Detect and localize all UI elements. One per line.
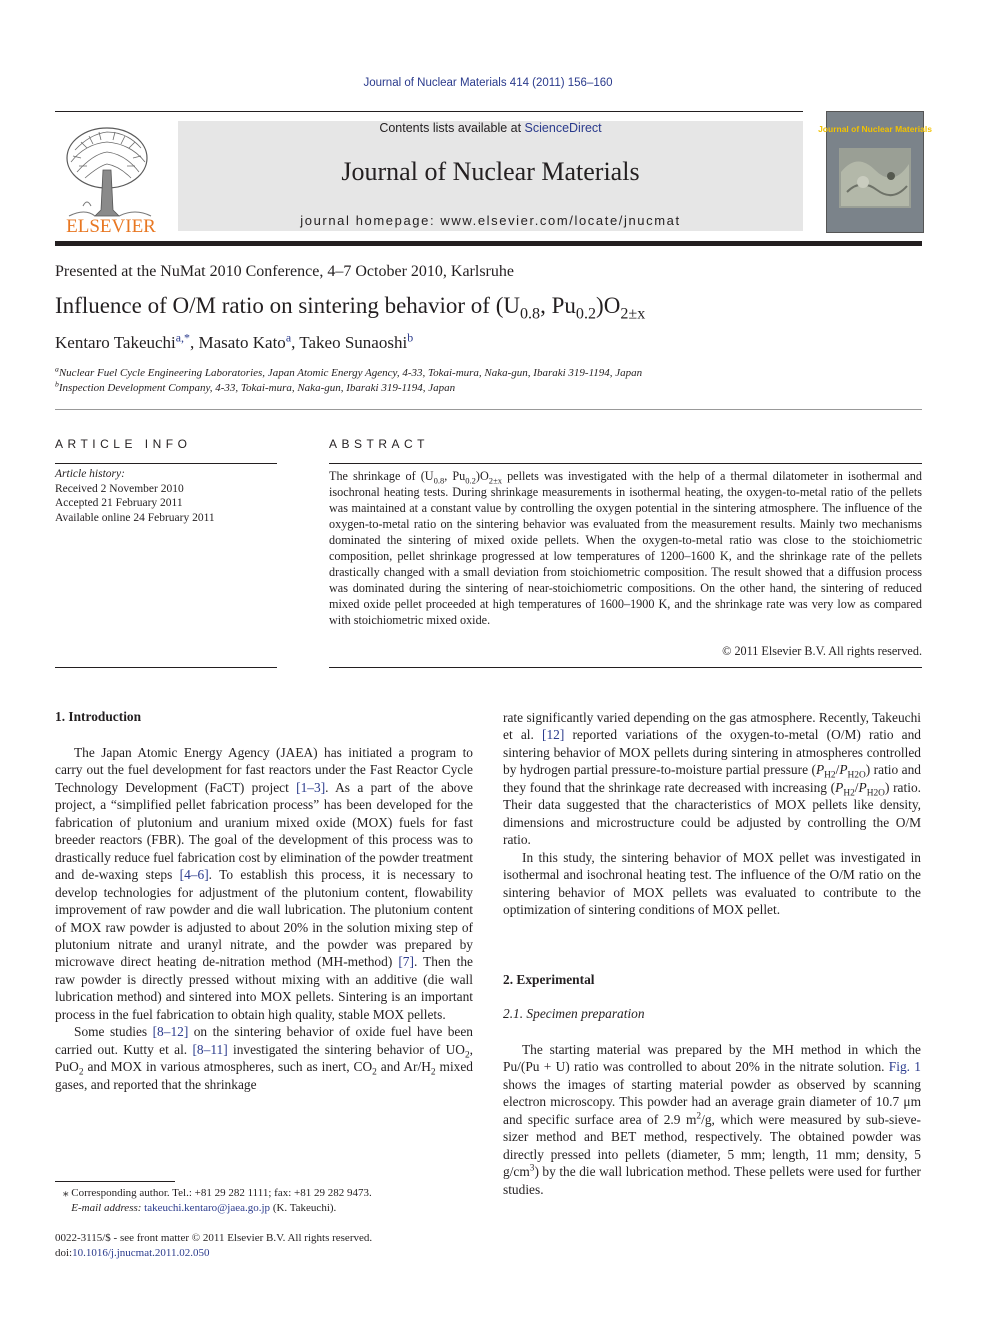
section-heading-introduction: 1. Introduction [55, 709, 142, 724]
reference-link[interactable]: [4–6] [179, 867, 209, 883]
reference-link[interactable]: [7] [398, 954, 414, 970]
tree-icon [55, 120, 167, 235]
article-history [55, 467, 215, 525]
reference-link[interactable]: [12] [541, 727, 565, 743]
reference-link[interactable]: [8–12] [152, 1024, 189, 1040]
online-date: Available online 24 February 2011 [55, 511, 215, 524]
divider [55, 667, 277, 668]
author-name[interactable]: Masato Kato [198, 333, 286, 352]
specimen-preparation-body [503, 1041, 921, 1198]
cover-title: Journal of Nuclear Materials [818, 124, 932, 134]
reference-link[interactable]: [1–3] [296, 779, 326, 795]
divider [55, 463, 277, 464]
abstract-copyright: © 2011 Elsevier B.V. All rights reserved. [722, 644, 922, 658]
paragraph: The starting material was prepared by the MH method in which the Pu/(Pu + U) ratio was controlled to about 20% in the nitrate solution. Fig. 1 shows the images of starting material powder as observed by scanning electron microscopy. This powder had an average grain diameter of 10.7 μm and specific surface area of 2.9 $m^2/g$, which were measured by sub-sieve-sizer method and BET method, respectively. The obtained powder was directly pressed into pellets (diameter, 5 mm; length, 11 mm; density, 5 $g/cm^3$) by the die wall lubrication method. These pellets were used for further studies. [503, 1042, 921, 1197]
author-affiliation-mark[interactable]: b [407, 330, 414, 345]
presented-note: Presented at the NuMat 2010 Conference, 4–7 October 2010, Karlsruhe [55, 263, 514, 280]
contents-line: Contents lists available at ScienceDirect [379, 121, 602, 135]
author-affiliation-mark[interactable]: a [285, 330, 292, 345]
figure-link[interactable]: Fig. 1 [888, 1059, 921, 1075]
email-link[interactable]: takeuchi.kentaro@jaea.go.jp [144, 1202, 271, 1214]
paragraph: The Japan Atomic Energy Agency (JAEA) has initiated a program to carry out the fuel development for fast reactors under the Fast Reactor Cycle Technology Development (FaCT) project [1–3]. As a part of the above project, a “simplified pellet fabrication process” has been developed for the fabrication of plutonium and uranium mixed oxide (MOX) fuels for fast breeder reactors (FBR). The goal of the development of this process was to drastically reduce fuel fabrication cost by elimination of the powder treatment and de-waxing steps [4–6]. To establish this process, it is necessary to develop technologies for adjustment of the plutonium content, flowability improvement of raw powder and die wall lubrication. The plutonium content of MOX raw powder is adjusted to about 20% in the solution mixing step of plutonium nitrate and uranyl nitrate, and the powder was prepared by microwave direct heating de-nitration method (MH-method) [7]. Then the raw powder is directly pressed without mixing with an additive (die wall lubrication method) and sintered into MOX pellets. Sintering is an important process in the fuel fabrication to obtain high quality, stable MOX pellets. [55, 745, 473, 1022]
paragraph: rate significantly varied depending on the gas atmosphere. Recently, Takeuchi et al. [12] reported variations of the oxygen-to-metal (O/M) ratio and sintering behavior of MOX pellets during sintering in atmospheres controlled by hydrogen partial pressure-to-moisture partial pressure $(P_{H2}/P_{H2O})$ ratio and they found that the shrinkage rate decreased with increasing $(P_{H2}/P_{H2O})$ ratio. Their data suggested that the characteristics of MOX pellets like density, dimensions and microstructure could be adjusted by controlling the O/M ratio. [503, 710, 922, 848]
header-thick-rule [55, 241, 922, 246]
elsevier-logo [55, 120, 167, 235]
author-list: Kentaro Takeuchi$^{a,*}$, Masato Kato$^a$, Takeo Sunaoshi$^b$ [55, 330, 414, 352]
journal-cover-image [818, 111, 932, 233]
divider [329, 667, 922, 668]
paragraph: In this study, the sintering behavior of MOX pellet was investigated in isothermal and isochronal heating test. The influence of the O/M ratio on the sintering behavior of MOX pellets was evaluated to contribute to the optimization of sintering conditions of MOX pellet. [503, 849, 921, 917]
publisher-name: ELSEVIER [66, 216, 156, 237]
divider [55, 409, 922, 410]
section-heading-experimental: 2. Experimental [503, 972, 595, 987]
author-name[interactable]: Takeo Sunaoshi [299, 333, 408, 352]
introduction-continued [503, 709, 921, 918]
accepted-date: Accepted 21 February 2011 [55, 497, 183, 509]
corresponding-author-footnote: ⁎ Corresponding author. Tel.: +81 29 282 1111; fax: +81 29 282 9473. E-mail address: takeuchi.kentaro@jaea.go.jp (K. Takeuchi). [63, 1187, 372, 1214]
journal-homepage[interactable]: journal homepage: www.elsevier.com/locate/jnucmat [300, 213, 681, 228]
issn-doi-block: 0022-3115/$ - see front matter © 2011 Elsevier B.V. All rights reserved. doi:10.1016/j.jnucmat.2011.02.050 [55, 1232, 373, 1259]
history-label: Article history: [55, 468, 125, 480]
paragraph: Some studies [8–12] on the sintering behavior of oxide fuel have been carried out. Kutty et al. [8–11] investigated the sintering behavior of $UO_2$, PuO$_2$ and MOX in various atmospheres, such as inert, $CO_2$ and $Ar/H_2$ mixed gases, and reported that the shrinkage [55, 1024, 474, 1092]
article-title: Influence of O/M ratio on sintering behavior of ($U_{0.8}$, $Pu_{0.2})O_{2\pm x}$ [55, 293, 646, 323]
received-date: Received 2 November 2010 [55, 482, 184, 495]
abstract-body: The shrinkage of ($U_{0.8}$, $Pu_{0.2})O_{2\pm x}$ pellets was investigated with the help of a thermal dilatometer in isothermal and isochronal heating tests. During shrinkage measurements in isothermal heating, the oxygen-to-metal ratio of the pellets was maintained at a constant value by controlling the oxygen potential in the sintering atmosphere. The influence of the oxygen-to-metal ratio on the sintering behavior was evaluated from the measurement results. Mainly two mechanisms dominated the sintering of mixed oxide pellets. When the oxygen-to-metal ratio was close to the stoichiometric composition, pellet shrinkage progressed at low temperatures of 1200–1600 K, and the shrinkage rate of the pellets drastically changed with a small deviation from stoichiometric composition. The result showed that a diffusion process was dominated during the sintering of near-stoichiometric compositions. On the other hand, the sintering of reduced mixed oxide pellet proceeded at high temperatures of 1600–1900 K, and the shrinkage rate was very low as compared with stoichiometric mixed oxide. [329, 469, 922, 627]
author-name[interactable]: Kentaro Takeuchi [55, 333, 176, 352]
affiliation: $^a$Nuclear Fuel Cycle Engineering Laboratories, Japan Atomic Energy Agency, 4-33, Tokai-mura, Naka-gun, Ibaraki 319-1194, Japan [55, 364, 643, 379]
doi-link[interactable]: 10.1016/j.jnucmat.2011.02.050 [72, 1246, 210, 1259]
footnote-rule [55, 1181, 175, 1182]
affiliation: $^b$Inspection Development Company, 4-33, Tokai-mura, Naka-gun, Ibaraki 319-1194, Japan [55, 379, 456, 394]
journal-citation[interactable]: Journal of Nuclear Materials 414 (2011) 156–160 [363, 77, 613, 89]
journal-banner [178, 121, 803, 231]
author-affiliation-mark[interactable]: a,* [175, 330, 190, 345]
abstract-heading: ABSTRACT [329, 437, 430, 451]
introduction-body [55, 744, 473, 1093]
subsection-heading-specimen: 2.1. Specimen preparation [503, 1006, 645, 1021]
header-rule [55, 111, 803, 112]
journal-name: Journal of Nuclear Materials [341, 157, 640, 186]
issn-line: 0022-3115/$ - see front matter © 2011 Elsevier B.V. All rights reserved. [55, 1232, 373, 1244]
article-info-heading: ARTICLE INFO [55, 437, 192, 451]
reference-link[interactable]: [8–11] [192, 1041, 228, 1057]
divider [329, 463, 922, 464]
sciencedirect-link[interactable]: ScienceDirect [524, 121, 602, 135]
